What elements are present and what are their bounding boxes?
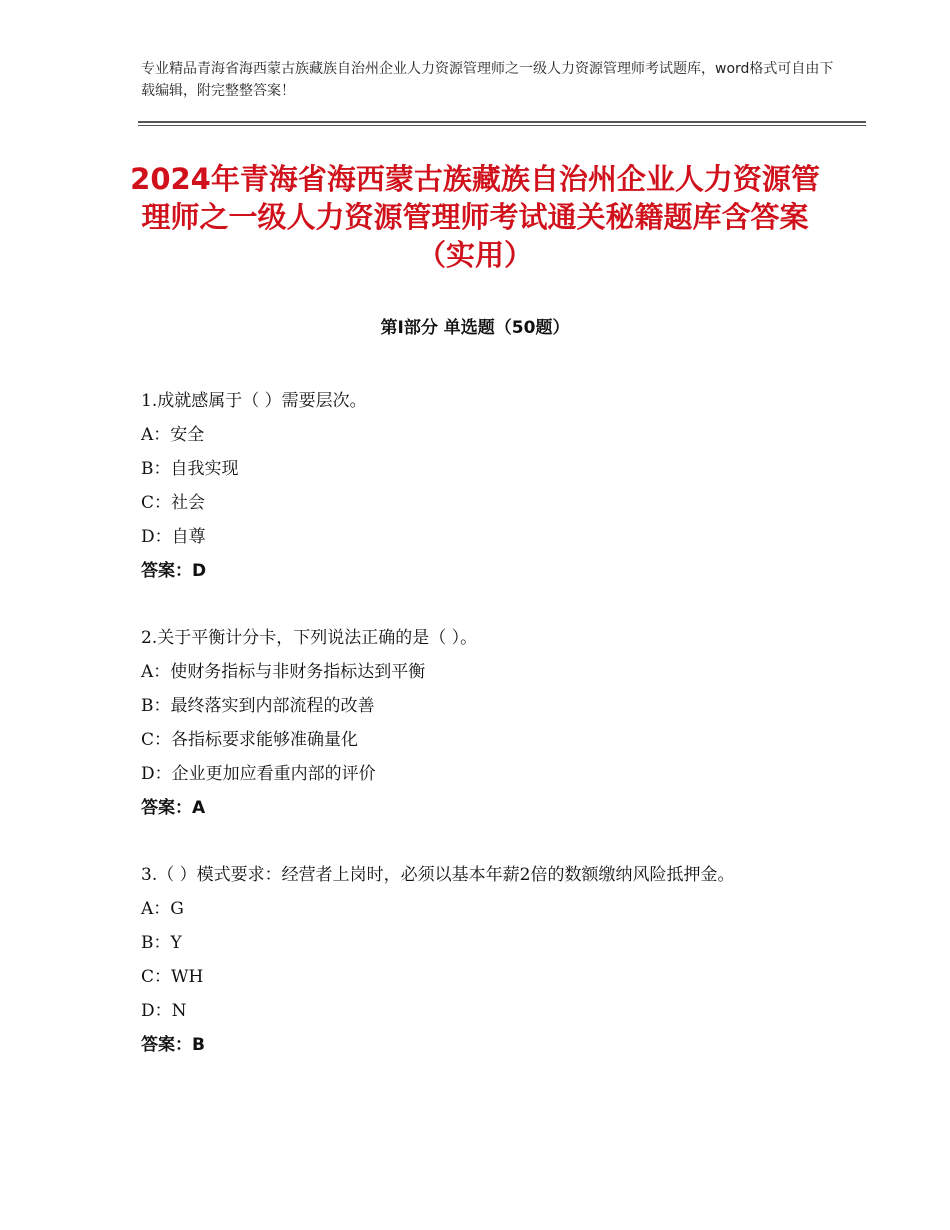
header-rule-thin (138, 125, 866, 126)
option-d: D：N (141, 1001, 187, 1021)
question-3 (141, 858, 821, 1062)
document-title: 2024年青海省海西蒙古族藏族自治州企业人力资源管理师之一级人力资源管理师考试通关秘籍题库含答案（实用） (130, 162, 820, 272)
option-b: B：最终落实到内部流程的改善 (141, 696, 375, 716)
question-1 (141, 384, 821, 588)
option-c: C：社会 (141, 493, 206, 513)
option-a: A：安全 (141, 425, 205, 445)
option-d: D：企业更加应看重内部的评价 (141, 764, 376, 784)
question-stem: 3.（ ）模式要求：经营者上岗时，必须以基本年薪2倍的数额缴纳风险抵押金。 (141, 865, 735, 885)
option-c: C：各指标要求能够准确量化 (141, 730, 359, 750)
question-stem: 2.关于平衡计分卡，下列说法正确的是（ ）。 (141, 628, 478, 648)
option-b: B：Y (141, 933, 182, 953)
section-title: 第Ⅰ部分 单选题（50题） (380, 318, 570, 338)
answer: 答案：D (141, 561, 207, 581)
header-note: 专业精品青海省海西蒙古族藏族自治州企业人力资源管理师之一级人力资源管理师考试题库，word格式可自由下载编辑，附完整整答案！ (141, 61, 834, 99)
header-rule-thick (138, 121, 866, 123)
option-a: A：G (141, 899, 184, 919)
question-stem: 1.成就感属于（ ）需要层次。 (141, 391, 367, 411)
option-d: D：自尊 (141, 527, 206, 547)
question-list (141, 384, 821, 1095)
option-b: B：自我实现 (141, 459, 239, 479)
question-2 (141, 621, 821, 825)
option-c: C：WH (141, 967, 204, 987)
option-a: A：使财务指标与非财务指标达到平衡 (141, 662, 426, 682)
answer: 答案：A (141, 798, 206, 818)
answer: 答案：B (141, 1035, 205, 1055)
